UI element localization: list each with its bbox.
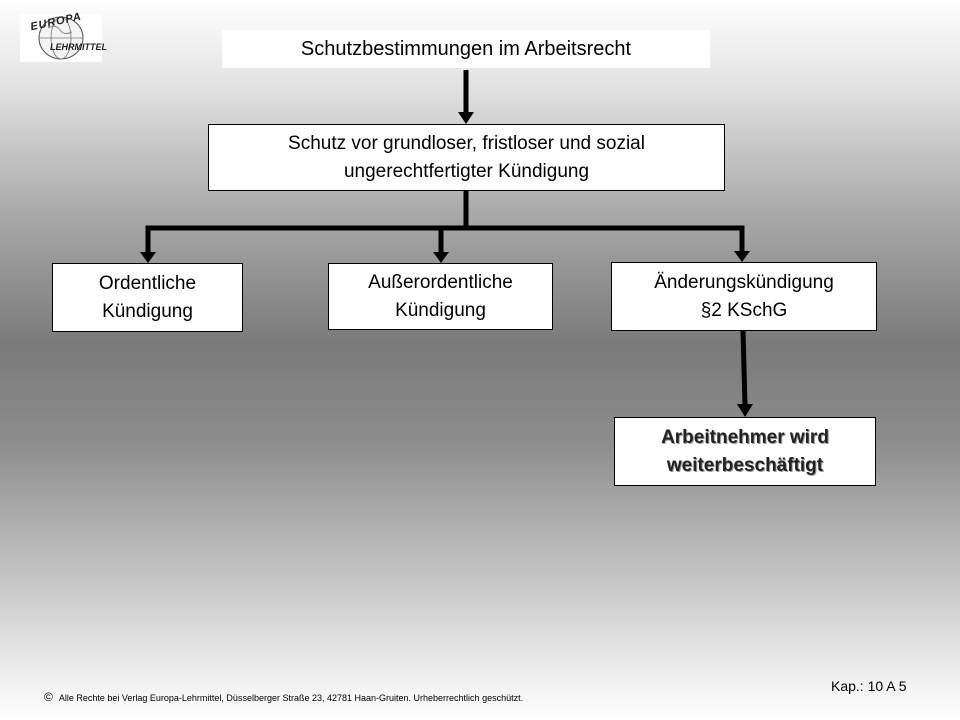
branch-ausserordentliche-line2: Kündigung — [395, 299, 486, 321]
copyright-symbol: © — [44, 690, 53, 704]
result-line2: weiterbeschäftigt — [666, 454, 824, 476]
main-protection-box — [208, 124, 725, 191]
arrow-aenderung-to-result — [743, 331, 745, 405]
result-weiterbeschaeftigt-box — [614, 417, 876, 486]
branch-ordentliche-line2: Kündigung — [102, 300, 193, 322]
diagram-title — [222, 30, 710, 68]
main-box-line1: Schutz vor grundloser, fristloser und sozial — [288, 132, 645, 154]
branch-aenderung-line2: §2 KSchG — [700, 299, 788, 321]
result-line1: Arbeitnehmer wird — [661, 426, 829, 448]
footer-copyright — [44, 690, 523, 704]
branch-ausserordentliche-kuendigung — [328, 263, 553, 330]
diagram-title-text: Schutzbestimmungen im Arbeitsrecht — [300, 38, 632, 60]
branch-aenderungskuendigung — [611, 262, 877, 331]
main-box-line2: ungerechtfertigter Kündigung — [343, 160, 590, 182]
copyright-text: Alle Rechte bei Verlag Europa-Lehrmittel, Düsselberger Straße 23, 42781 Haan-Gruiten. Urheberrechtlich geschützt. — [58, 693, 524, 703]
logo-text-top: EUROPA — [29, 10, 83, 34]
branch-bar — [148, 228, 742, 256]
arrowhead-main — [458, 112, 474, 124]
arrowhead-aenderung — [734, 251, 750, 262]
branch-ausserordentliche-line1: Außerordentliche — [368, 271, 513, 293]
branch-aenderung-line1: Änderungskündigung — [654, 271, 834, 293]
branch-ordentliche-line1: Ordentliche — [98, 272, 197, 294]
europa-lehrmittel-logo — [20, 10, 107, 62]
chapter-label: Kap.: 10 A 5 — [831, 678, 907, 694]
logo-text-bottom: LEHRMITTEL — [50, 42, 107, 52]
arrowhead-ausserordentliche — [433, 252, 449, 263]
arrowhead-ordentliche — [140, 252, 156, 263]
branch-ordentliche-kuendigung — [52, 263, 243, 332]
arrowhead-result — [737, 404, 753, 417]
